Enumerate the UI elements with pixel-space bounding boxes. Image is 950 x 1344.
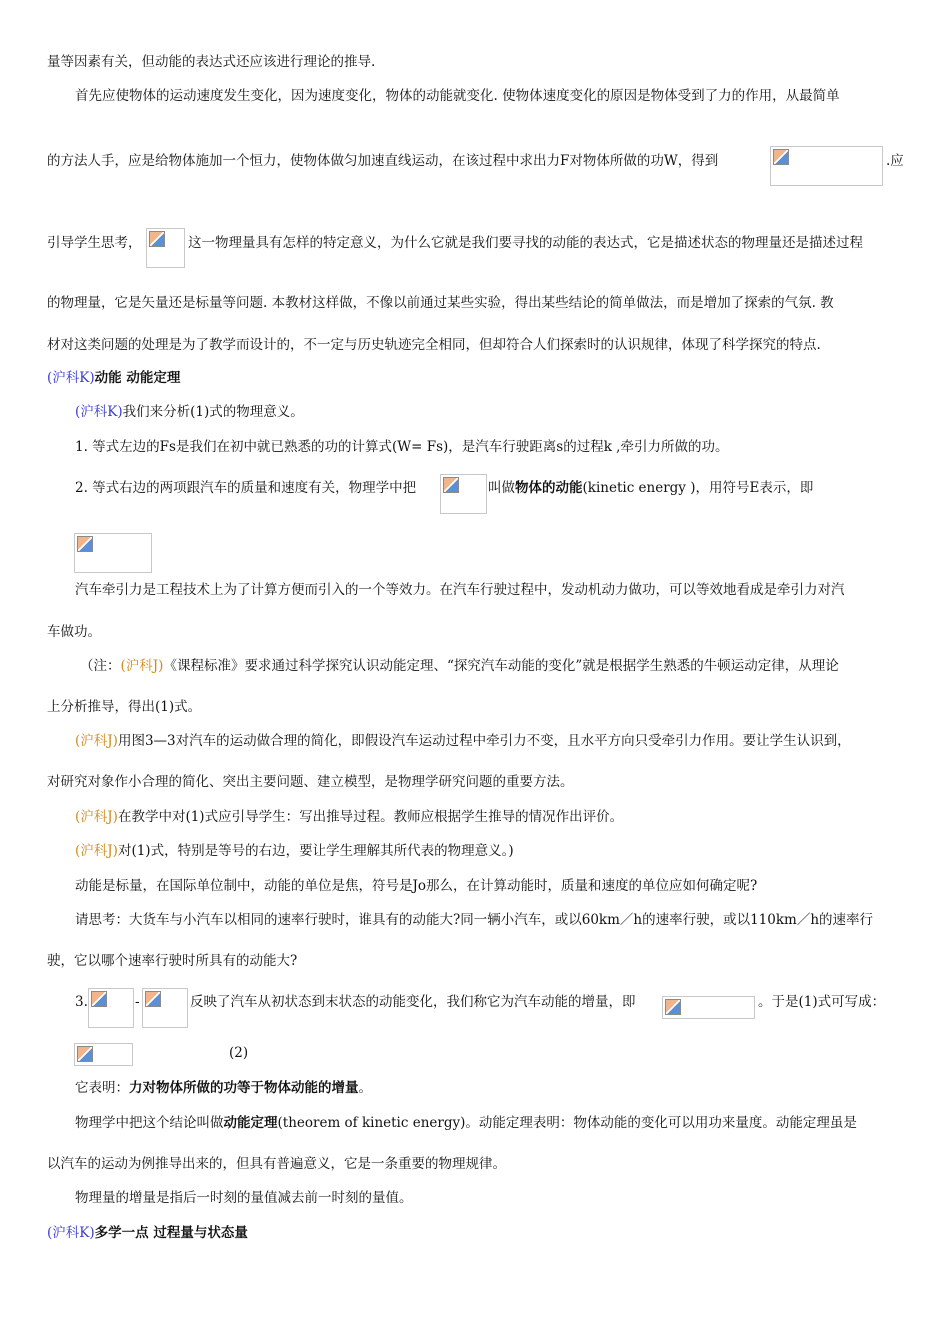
paragraph-line: （注：(沪科J)《课程标准》要求通过科学探究认识动能定理、“探究汽车动能的变化”就是根据学生熟悉的牛顿运动定律，从理论 [80,658,839,674]
paragraph-line: 对研究对象作小合理的简化、突出主要问题、建立模型，是物理学研究问题的重要方法。 [47,774,574,790]
paragraph-line: 动能是标量，在国际单位制中，动能的单位是焦，符号是Jo那么，在计算动能时，质量和速度的单位应如何确定呢? [75,878,758,894]
paragraph-line: 首先应使物体的运动速度发生变化，因为速度变化，物体的动能就变化. 使物体速度变化的原因是物体受到了力的作用，从最简单 [75,88,840,104]
broken-image-icon [145,991,161,1007]
paragraph-line: 驶，它以哪个速率行驶时所具有的动能大? [47,953,298,969]
paragraph-line: 的物理量，它是矢量还是标量等问题. 本教材这样做，不像以前通过某些实验，得出某些结论的简单做法，而是增加了探索的气氛. 教 [47,295,834,311]
paragraph-line: - [135,994,140,1010]
broken-image-icon [91,991,107,1007]
paragraph-line: 引导学生思考， [47,235,142,251]
formula-image [440,474,487,514]
formula-image [74,533,152,573]
equation-number: (2) [229,1045,249,1061]
formula-image [142,988,188,1028]
paragraph-line: 量等因素有关，但动能的表达式还应该进行理论的推导. [47,54,376,70]
paragraph-line: 叫做物体的动能(kinetic energy )，用符号E表示，即 [488,480,814,496]
paragraph-line: .应 [886,153,904,169]
paragraph-line: (沪科J)对(1)式，特别是等号的右边，要让学生理解其所代表的物理意义。) [75,843,514,859]
formula-image [146,228,185,268]
paragraph-line: (沪科J)在教学中对(1)式应引导学生：写出推导过程。教师应根据学生推导的情况作出评价。 [75,809,624,825]
paragraph-line: 3. [75,994,88,1010]
paragraph-line: (沪科K)我们来分析(1)式的物理意义。 [75,404,304,420]
broken-image-icon [773,149,789,165]
broken-image-icon [443,477,459,493]
broken-image-icon [77,536,93,552]
paragraph-line: 它表明：力对物体所做的功等于物体动能的增量。 [75,1080,372,1096]
paragraph-line: 2. 等式右边的两项跟汽车的质量和速度有关，物理学中把 [75,480,417,496]
paragraph-line: 1. 等式左边的Fs是我们在初中就已熟悉的功的计算式(W= Fs)，是汽车行驶距离s的过程k ,牵引力所做的功。 [75,439,729,455]
paragraph-line: 以汽车的运动为例推导出来的，但具有普遍意义，它是一条重要的物理规律。 [47,1156,506,1172]
formula-image [74,1043,133,1066]
formula-image [662,996,755,1019]
paragraph-line: 的方法人手，应是给物体施加一个恒力，使物体做匀加速直线运动，在该过程中求出力F对物体所做的功W，得到 [47,153,719,169]
paragraph-line: 车做功。 [47,624,101,640]
paragraph-line: 请思考：大货车与小汽车以相同的速率行驶时，谁具有的动能大?同一辆小汽车，或以60km／h的速率行驶，或以110km／h的速率行 [75,912,874,928]
paragraph-line: (沪科J)用图3—3对汽车的运动做合理的简化，即假设汽车运动过程中牵引力不变，且水平方向只受牵引力作用。要让学生认识到， [75,733,851,749]
broken-image-icon [77,1046,93,1062]
paragraph-line: 物理量的增量是指后一时刻的量值减去前一时刻的量值。 [75,1190,413,1206]
section-heading: (沪科K)多学一点 过程量与状态量 [47,1225,248,1241]
paragraph-line: 物理学中把这个结论叫做动能定理(theorem of kinetic energy)。动能定理表明：物体动能的变化可以用功来量度。动能定理虽是 [75,1115,857,1131]
paragraph-line: 反映了汽车从初状态到末状态的动能变化，我们称它为汽车动能的增量，即 [190,994,636,1010]
paragraph-line: 材对这类问题的处理是为了教学而设计的，不一定与历史轨迹完全相同，但却符合人们探索时的认识规律，体现了科学探究的特点. [47,337,821,353]
paragraph-line: 上分析推导，得出(1)式。 [47,699,202,715]
broken-image-icon [149,231,165,247]
formula-image [770,146,883,186]
formula-image [88,988,134,1028]
paragraph-line: 这一物理量具有怎样的特定意义，为什么它就是我们要寻找的动能的表达式，它是描述状态的物理量还是描述过程 [188,235,863,251]
paragraph-line: 汽车牵引力是工程技术上为了计算方便而引入的一个等效力。在汽车行驶过程中，发动机动力做功，可以等效地看成是牵引力对汽 [75,582,845,598]
broken-image-icon [665,999,681,1015]
section-heading: (沪科K)动能 动能定理 [47,370,181,386]
paragraph-line: 。于是(1)式可写成： [758,994,886,1010]
